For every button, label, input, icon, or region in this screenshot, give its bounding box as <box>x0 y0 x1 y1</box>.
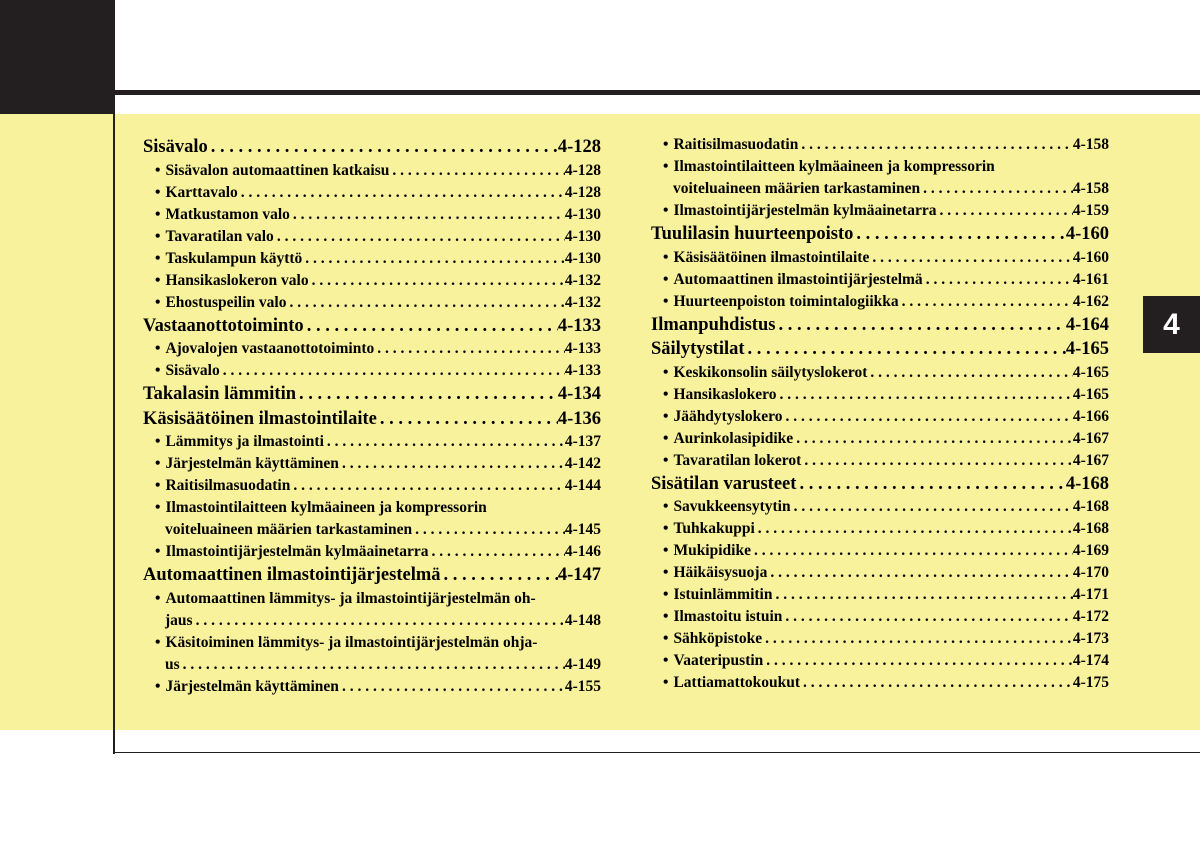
toc-subentry[interactable] <box>651 269 1109 291</box>
toc-page-number: 4-175 <box>1072 674 1109 691</box>
dot-leader <box>428 541 564 563</box>
toc-entry-label: Tavaratilan lokerot <box>673 451 802 469</box>
toc-subentry[interactable] <box>143 248 601 270</box>
bullet-icon: • <box>663 248 669 266</box>
toc-entry-label: Käsisäätöinen ilmastointilaite <box>143 408 377 429</box>
footer-rule <box>115 752 1200 753</box>
dot-leader <box>869 247 1072 269</box>
bullet-icon: • <box>155 249 161 267</box>
toc-subentry[interactable] <box>651 584 1109 606</box>
toc-entry-label: Tuhkakuppi <box>673 520 755 537</box>
toc-page-number: 4-159 <box>1072 202 1109 219</box>
dot-leader <box>801 450 1073 472</box>
toc-heading[interactable] <box>651 313 1109 338</box>
bullet-icon: • <box>663 451 669 469</box>
toc-page-number: 4-149 <box>564 655 601 673</box>
dot-leader <box>339 453 565 475</box>
toc-page-number: 4-173 <box>1072 630 1109 647</box>
toc-subentry[interactable] <box>143 182 601 204</box>
toc-heading[interactable] <box>143 563 601 588</box>
toc-subentry[interactable] <box>651 650 1109 672</box>
toc-entry-label: Savukkeensytytin <box>673 498 791 515</box>
dot-leader <box>751 540 1073 562</box>
toc-entry-label: Ajovalojen vastaanottotoiminto <box>165 340 375 357</box>
toc-entry-label: Mukipidike <box>673 542 751 559</box>
toc-heading[interactable] <box>651 337 1109 362</box>
bullet-icon: • <box>663 630 669 647</box>
toc-entry-label: Ilmastointilaitteen kylmäaineen ja kompressorin <box>673 158 995 175</box>
bullet-icon: • <box>663 564 669 581</box>
dot-leader <box>777 384 1073 406</box>
bullet-icon: • <box>155 340 161 357</box>
dot-leader <box>389 160 564 182</box>
toc-subentry[interactable] <box>651 518 1109 540</box>
dot-leader <box>412 519 565 541</box>
toc-subentry[interactable] <box>651 156 1109 200</box>
toc-subentry[interactable] <box>651 672 1109 694</box>
toc-entry-label: Vastaanottotoiminto <box>143 315 304 336</box>
dot-leader <box>800 672 1073 694</box>
toc-entry-label: Raitisilmasuodatin <box>673 136 799 153</box>
toc-entry-label: Järjestelmän käyttäminen <box>165 455 339 472</box>
dot-leader <box>180 654 565 676</box>
toc-subentry[interactable] <box>143 632 601 676</box>
bullet-icon: • <box>663 136 669 153</box>
bullet-icon: • <box>663 429 669 447</box>
bullet-icon: • <box>663 292 669 310</box>
toc-subentry[interactable] <box>651 606 1109 628</box>
dot-leader <box>339 676 565 698</box>
toc-entry-label: Jäähdytyslokero <box>673 407 783 425</box>
toc-subentry[interactable] <box>143 676 601 698</box>
toc-page-number: 4-132 <box>564 271 601 289</box>
toc-page-number: 4-165 <box>1072 363 1109 381</box>
toc-entry-label: Ilmastoitu istuin <box>673 608 783 625</box>
bullet-icon: • <box>155 543 161 560</box>
toc-entry-label: Sisävalo <box>143 137 208 157</box>
bullet-icon: • <box>663 202 669 219</box>
dot-leader <box>290 204 565 226</box>
toc-heading[interactable] <box>143 135 601 160</box>
bullet-icon: • <box>155 455 161 472</box>
bullet-icon: • <box>155 227 161 245</box>
toc-subentry[interactable] <box>143 292 601 314</box>
toc-entry-label: Istuinlämmitin <box>673 586 773 603</box>
toc-page-number: 4-172 <box>1072 608 1109 625</box>
toc-page-number: 4-130 <box>564 227 601 245</box>
dot-leader <box>755 518 1073 540</box>
toc-subentry[interactable] <box>143 226 601 248</box>
toc-page-number: 4-169 <box>1072 542 1109 559</box>
bullet-icon: • <box>663 608 669 625</box>
bullet-icon: • <box>663 270 669 288</box>
toc-page-number: 4-164 <box>1065 314 1109 335</box>
margin-rule <box>113 114 115 754</box>
dot-leader <box>193 610 565 632</box>
dot-leader <box>773 584 1073 606</box>
toc-subentry[interactable] <box>651 406 1109 428</box>
toc-entry-label-cont: voiteluaineen määrien tarkastaminen <box>165 521 413 538</box>
toc-subentry[interactable] <box>143 270 601 292</box>
toc-page-number: 4-142 <box>564 455 601 472</box>
toc-page-number: 4-166 <box>1072 407 1109 425</box>
toc-entry-label: Raitisilmasuodatin <box>165 477 291 494</box>
toc-entry-label: Automaattinen ilmastointijärjestelmä <box>143 565 441 585</box>
toc-page-number: 4-133 <box>564 340 601 357</box>
toc-entry-label: Automaattinen lämmitys- ja ilmastointijärjestelmän oh- <box>165 589 536 607</box>
dot-leader <box>745 337 1066 362</box>
toc-entry-label: Ilmastointijärjestelmän kylmäainetarra <box>673 202 937 219</box>
toc-entry-label: Sisävalon automaattinen katkaisu <box>165 161 390 179</box>
toc-entry-label: Sisätilan varusteet <box>651 473 797 494</box>
toc-subentry[interactable] <box>143 541 601 563</box>
dot-leader <box>763 650 1073 672</box>
bullet-icon: • <box>663 542 669 559</box>
dot-leader <box>767 562 1073 584</box>
dot-leader <box>796 472 1065 497</box>
dot-leader <box>238 182 565 204</box>
toc-page-number: 4-167 <box>1072 451 1109 469</box>
toc-page-number: 4-158 <box>1072 180 1109 197</box>
bullet-icon: • <box>155 499 161 516</box>
header-black-block <box>0 0 115 114</box>
toc-entry-label: Tavaratilan valo <box>165 227 274 245</box>
bullet-icon: • <box>155 633 161 651</box>
toc-page-number: 4-134 <box>557 384 601 404</box>
dot-leader <box>867 362 1072 384</box>
toc-entry-label-cont: us <box>165 655 180 673</box>
header-rule <box>115 90 1200 95</box>
toc-subentry[interactable] <box>651 496 1109 518</box>
bullet-icon: • <box>663 586 669 603</box>
toc-subentry[interactable] <box>143 497 601 541</box>
chapter-tab[interactable]: 4 <box>1143 296 1200 353</box>
toc-entry-label: Taskulampun käyttö <box>165 249 303 267</box>
bullet-icon: • <box>155 205 161 223</box>
toc-entry-label-cont: voiteluaineen määrien tarkastaminen <box>673 180 921 197</box>
toc-entry-label: Matkustamon valo <box>165 205 290 223</box>
toc-subentry[interactable] <box>143 338 601 360</box>
toc-page-number: 4-170 <box>1072 564 1109 581</box>
dot-leader <box>302 248 565 270</box>
toc-heading[interactable] <box>143 382 601 407</box>
toc-entry-label: Huurteenpoiston toimintalogiikka <box>673 292 899 310</box>
toc-subentry[interactable] <box>651 134 1109 156</box>
toc-entry-label: Karttavalo <box>165 183 238 201</box>
dot-leader <box>853 222 1065 247</box>
dot-leader <box>374 338 565 360</box>
bullet-icon: • <box>663 498 669 515</box>
toc-subentry[interactable] <box>143 588 601 632</box>
toc-entry-label: Hansikaslokeron valo <box>165 271 309 289</box>
toc-heading[interactable] <box>143 314 601 339</box>
toc-subentry[interactable] <box>143 204 601 226</box>
toc-page-number: 4-132 <box>564 293 601 311</box>
toc-entry-label: Käsisäätöinen ilmastointilaite <box>673 248 870 266</box>
toc-entry-label: Lattiamattokoukut <box>673 674 801 691</box>
toc-subentry[interactable] <box>143 453 601 475</box>
toc-page-number: 4-133 <box>557 315 601 336</box>
toc-page-number: 4-145 <box>564 521 601 538</box>
dot-leader <box>762 628 1073 650</box>
bullet-icon: • <box>155 161 161 179</box>
toc-subentry[interactable] <box>143 475 601 497</box>
dot-leader <box>304 314 558 339</box>
dot-leader <box>899 291 1073 313</box>
toc-subentry[interactable] <box>143 431 601 453</box>
bullet-icon: • <box>155 677 161 695</box>
dot-leader <box>290 475 565 497</box>
toc-entry-label: Lämmitys ja ilmastointi <box>165 433 324 450</box>
toc-page-number: 4-136 <box>557 408 601 429</box>
toc-entry-label: Hansikaslokero <box>673 385 777 403</box>
toc-page-number: 4-160 <box>1065 224 1109 244</box>
toc-entry-label: Järjestelmän käyttäminen <box>165 677 339 695</box>
toc-subentry[interactable] <box>651 562 1109 584</box>
toc-entry-label: Ilmanpuhdistus <box>651 314 776 335</box>
toc-subentry[interactable] <box>143 360 601 382</box>
bullet-icon: • <box>155 271 161 289</box>
toc-entry-label: Automaattinen ilmastointijärjestelmä <box>673 270 923 288</box>
toc-page-number: 4-137 <box>564 433 601 450</box>
toc-subentry[interactable] <box>651 362 1109 384</box>
bullet-icon: • <box>663 363 669 381</box>
dot-leader <box>782 606 1072 628</box>
toc-page-number: 4-168 <box>1072 520 1109 537</box>
toc-entry-label: Keskikonsolin säilytyslokerot <box>673 363 868 381</box>
dot-leader <box>441 563 558 588</box>
toc-subentry[interactable] <box>651 291 1109 313</box>
toc-entry-label: Käsitoiminen lämmitys- ja ilmastointijärjestelmän ohja- <box>165 633 538 651</box>
toc-subentry[interactable] <box>651 384 1109 406</box>
bullet-icon: • <box>663 520 669 537</box>
toc-page-number: 4-133 <box>564 362 601 379</box>
toc-page-number: 4-128 <box>557 137 601 157</box>
bullet-icon: • <box>663 652 669 669</box>
toc-column-left <box>143 135 601 698</box>
toc-page-number: 4-130 <box>564 249 601 267</box>
dot-leader <box>208 135 558 160</box>
toc-subentry[interactable] <box>651 200 1109 222</box>
dot-leader <box>309 270 565 292</box>
toc-heading[interactable] <box>651 472 1109 497</box>
toc-page-number: 4-158 <box>1072 136 1109 153</box>
toc-entry-label: Säilytystilat <box>651 339 745 359</box>
toc-page-number: 4-155 <box>564 677 601 695</box>
toc-page-number: 4-161 <box>1072 270 1109 288</box>
toc-page-number: 4-174 <box>1072 652 1109 669</box>
bullet-icon: • <box>155 589 161 607</box>
toc-page-number: 4-165 <box>1072 385 1109 403</box>
dot-leader <box>791 496 1073 518</box>
toc-subentry[interactable] <box>651 540 1109 562</box>
toc-subentry[interactable] <box>651 450 1109 472</box>
bullet-icon: • <box>155 362 161 379</box>
dot-leader <box>798 134 1073 156</box>
dot-leader <box>923 269 1073 291</box>
toc-subentry[interactable] <box>651 628 1109 650</box>
dot-leader <box>783 406 1073 428</box>
toc-page-number: 4-130 <box>564 205 601 223</box>
toc-entry-label: Aurinkolasipidike <box>673 429 794 447</box>
toc-page-number: 4-144 <box>564 477 601 494</box>
toc-entry-label: Sähköpistoke <box>673 630 763 647</box>
toc-column-right <box>651 134 1109 694</box>
toc-entry-label: Sisävalo <box>165 362 220 379</box>
toc-entry-label: Ehostuspeilin valo <box>165 293 287 311</box>
bullet-icon: • <box>663 158 669 175</box>
toc-heading[interactable] <box>651 222 1109 247</box>
toc-page-number: 4-168 <box>1065 473 1109 494</box>
toc-heading[interactable] <box>143 407 601 432</box>
bullet-icon: • <box>155 293 161 311</box>
toc-page-number: 4-128 <box>564 183 601 201</box>
dot-leader <box>324 431 565 453</box>
toc-entry-label: Tuulilasin huurteenpoisto <box>651 224 854 244</box>
toc-page-number: 4-165 <box>1065 339 1109 359</box>
toc-subentry[interactable] <box>651 247 1109 269</box>
toc-entry-label-cont: jaus <box>165 611 193 629</box>
bullet-icon: • <box>663 407 669 425</box>
toc-entry-label: Ilmastointilaitteen kylmäaineen ja kompressorin <box>165 499 487 516</box>
toc-page-number: 4-162 <box>1072 292 1109 310</box>
dot-leader <box>296 382 558 407</box>
bullet-icon: • <box>155 433 161 450</box>
dot-leader <box>377 407 558 432</box>
toc-subentry[interactable] <box>143 160 601 182</box>
toc-page-number: 4-168 <box>1072 498 1109 515</box>
toc-page-number: 4-160 <box>1072 248 1109 266</box>
toc-page-number: 4-167 <box>1072 429 1109 447</box>
toc-page-number: 4-128 <box>564 161 601 179</box>
toc-page-number: 4-146 <box>564 543 601 560</box>
toc-subentry[interactable] <box>651 428 1109 450</box>
toc-entry-label: Ilmastointijärjestelmän kylmäainetarra <box>165 543 429 560</box>
toc-page-number: 4-147 <box>557 565 601 585</box>
bullet-icon: • <box>155 183 161 201</box>
dot-leader <box>920 178 1073 200</box>
dot-leader <box>220 360 565 382</box>
toc-entry-label: Takalasin lämmitin <box>143 384 297 404</box>
dot-leader <box>775 313 1065 338</box>
bullet-icon: • <box>663 385 669 403</box>
bullet-icon: • <box>663 674 669 691</box>
toc-page-number: 4-171 <box>1072 586 1109 603</box>
bullet-icon: • <box>155 477 161 494</box>
dot-leader <box>793 428 1073 450</box>
toc-entry-label: Vaateripustin <box>673 652 764 669</box>
toc-page-number: 4-148 <box>564 611 601 629</box>
dot-leader <box>274 226 565 248</box>
dot-leader <box>286 292 564 314</box>
toc-entry-label: Häikäisysuoja <box>673 564 768 581</box>
dot-leader <box>936 200 1072 222</box>
